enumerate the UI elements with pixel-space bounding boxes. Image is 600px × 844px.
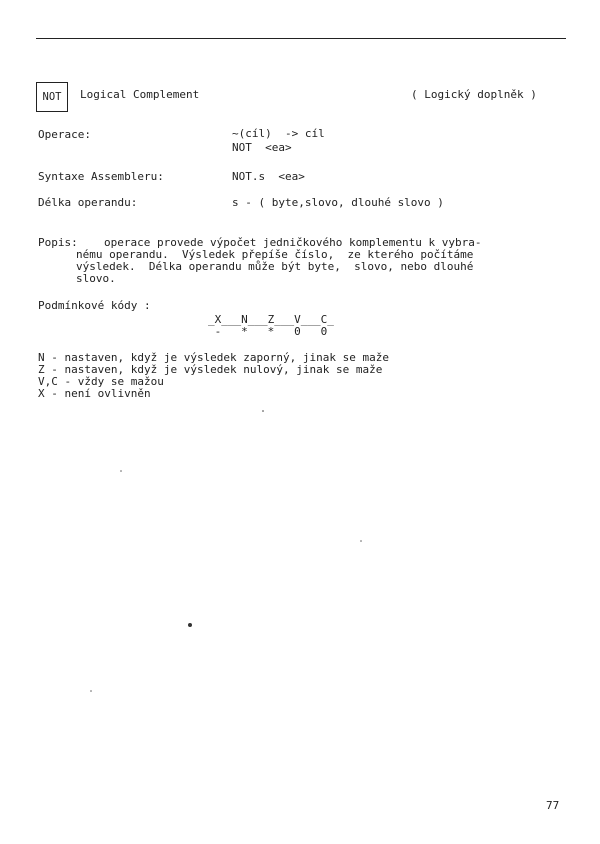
ink-speck (188, 623, 192, 627)
ink-speck (360, 540, 362, 542)
description-label: Popis: (38, 236, 78, 249)
condition-codes-values: - * * 0 0 (208, 325, 328, 338)
top-rule (36, 38, 566, 39)
operation-label: Operace: (38, 128, 91, 141)
flag-n: N - nastaven, když je výsledek zaporný, jinak se maže (38, 351, 389, 364)
operation-line-1: ~(cíl) -> cíl (232, 127, 325, 140)
size-label: Délka operandu: (38, 196, 138, 209)
syntax-value: NOT.s <ea> (232, 170, 305, 183)
instruction-title-cz: ( Logický doplněk ) (411, 88, 537, 101)
flag-vc: V,C - vždy se mažou (38, 375, 164, 388)
condition-codes-header: _X___N___Z___V___C_ (208, 313, 334, 326)
ink-speck (90, 690, 92, 692)
ink-speck (120, 470, 122, 472)
condition-codes-label: Podmínkové kódy : (38, 299, 151, 312)
ink-speck (262, 410, 264, 412)
description-line-3: výsledek. Délka operandu může být byte, slovo, nebo dlouhé (76, 260, 474, 273)
size-value: s - ( byte,slovo, dlouhé slovo ) (232, 196, 444, 209)
description-line-2: nému operandu. Výsledek přepíše číslo, ze kterého počítáme (76, 248, 474, 261)
page-number: 77 (546, 799, 560, 812)
description-line-4: slovo. (76, 272, 116, 285)
operation-line-2: NOT <ea> (232, 141, 292, 154)
flag-z: Z - nastaven, když je výsledek nulový, jinak se maže (38, 363, 383, 376)
flag-x: X - není ovlivněn (38, 387, 151, 400)
mnemonic-box: NOT (36, 82, 68, 112)
instruction-title: Logical Complement (80, 88, 200, 101)
syntax-label: Syntaxe Assembleru: (38, 170, 164, 183)
description-line-1: operace provede výpočet jedničkového komplementu k vybra- (104, 236, 482, 249)
